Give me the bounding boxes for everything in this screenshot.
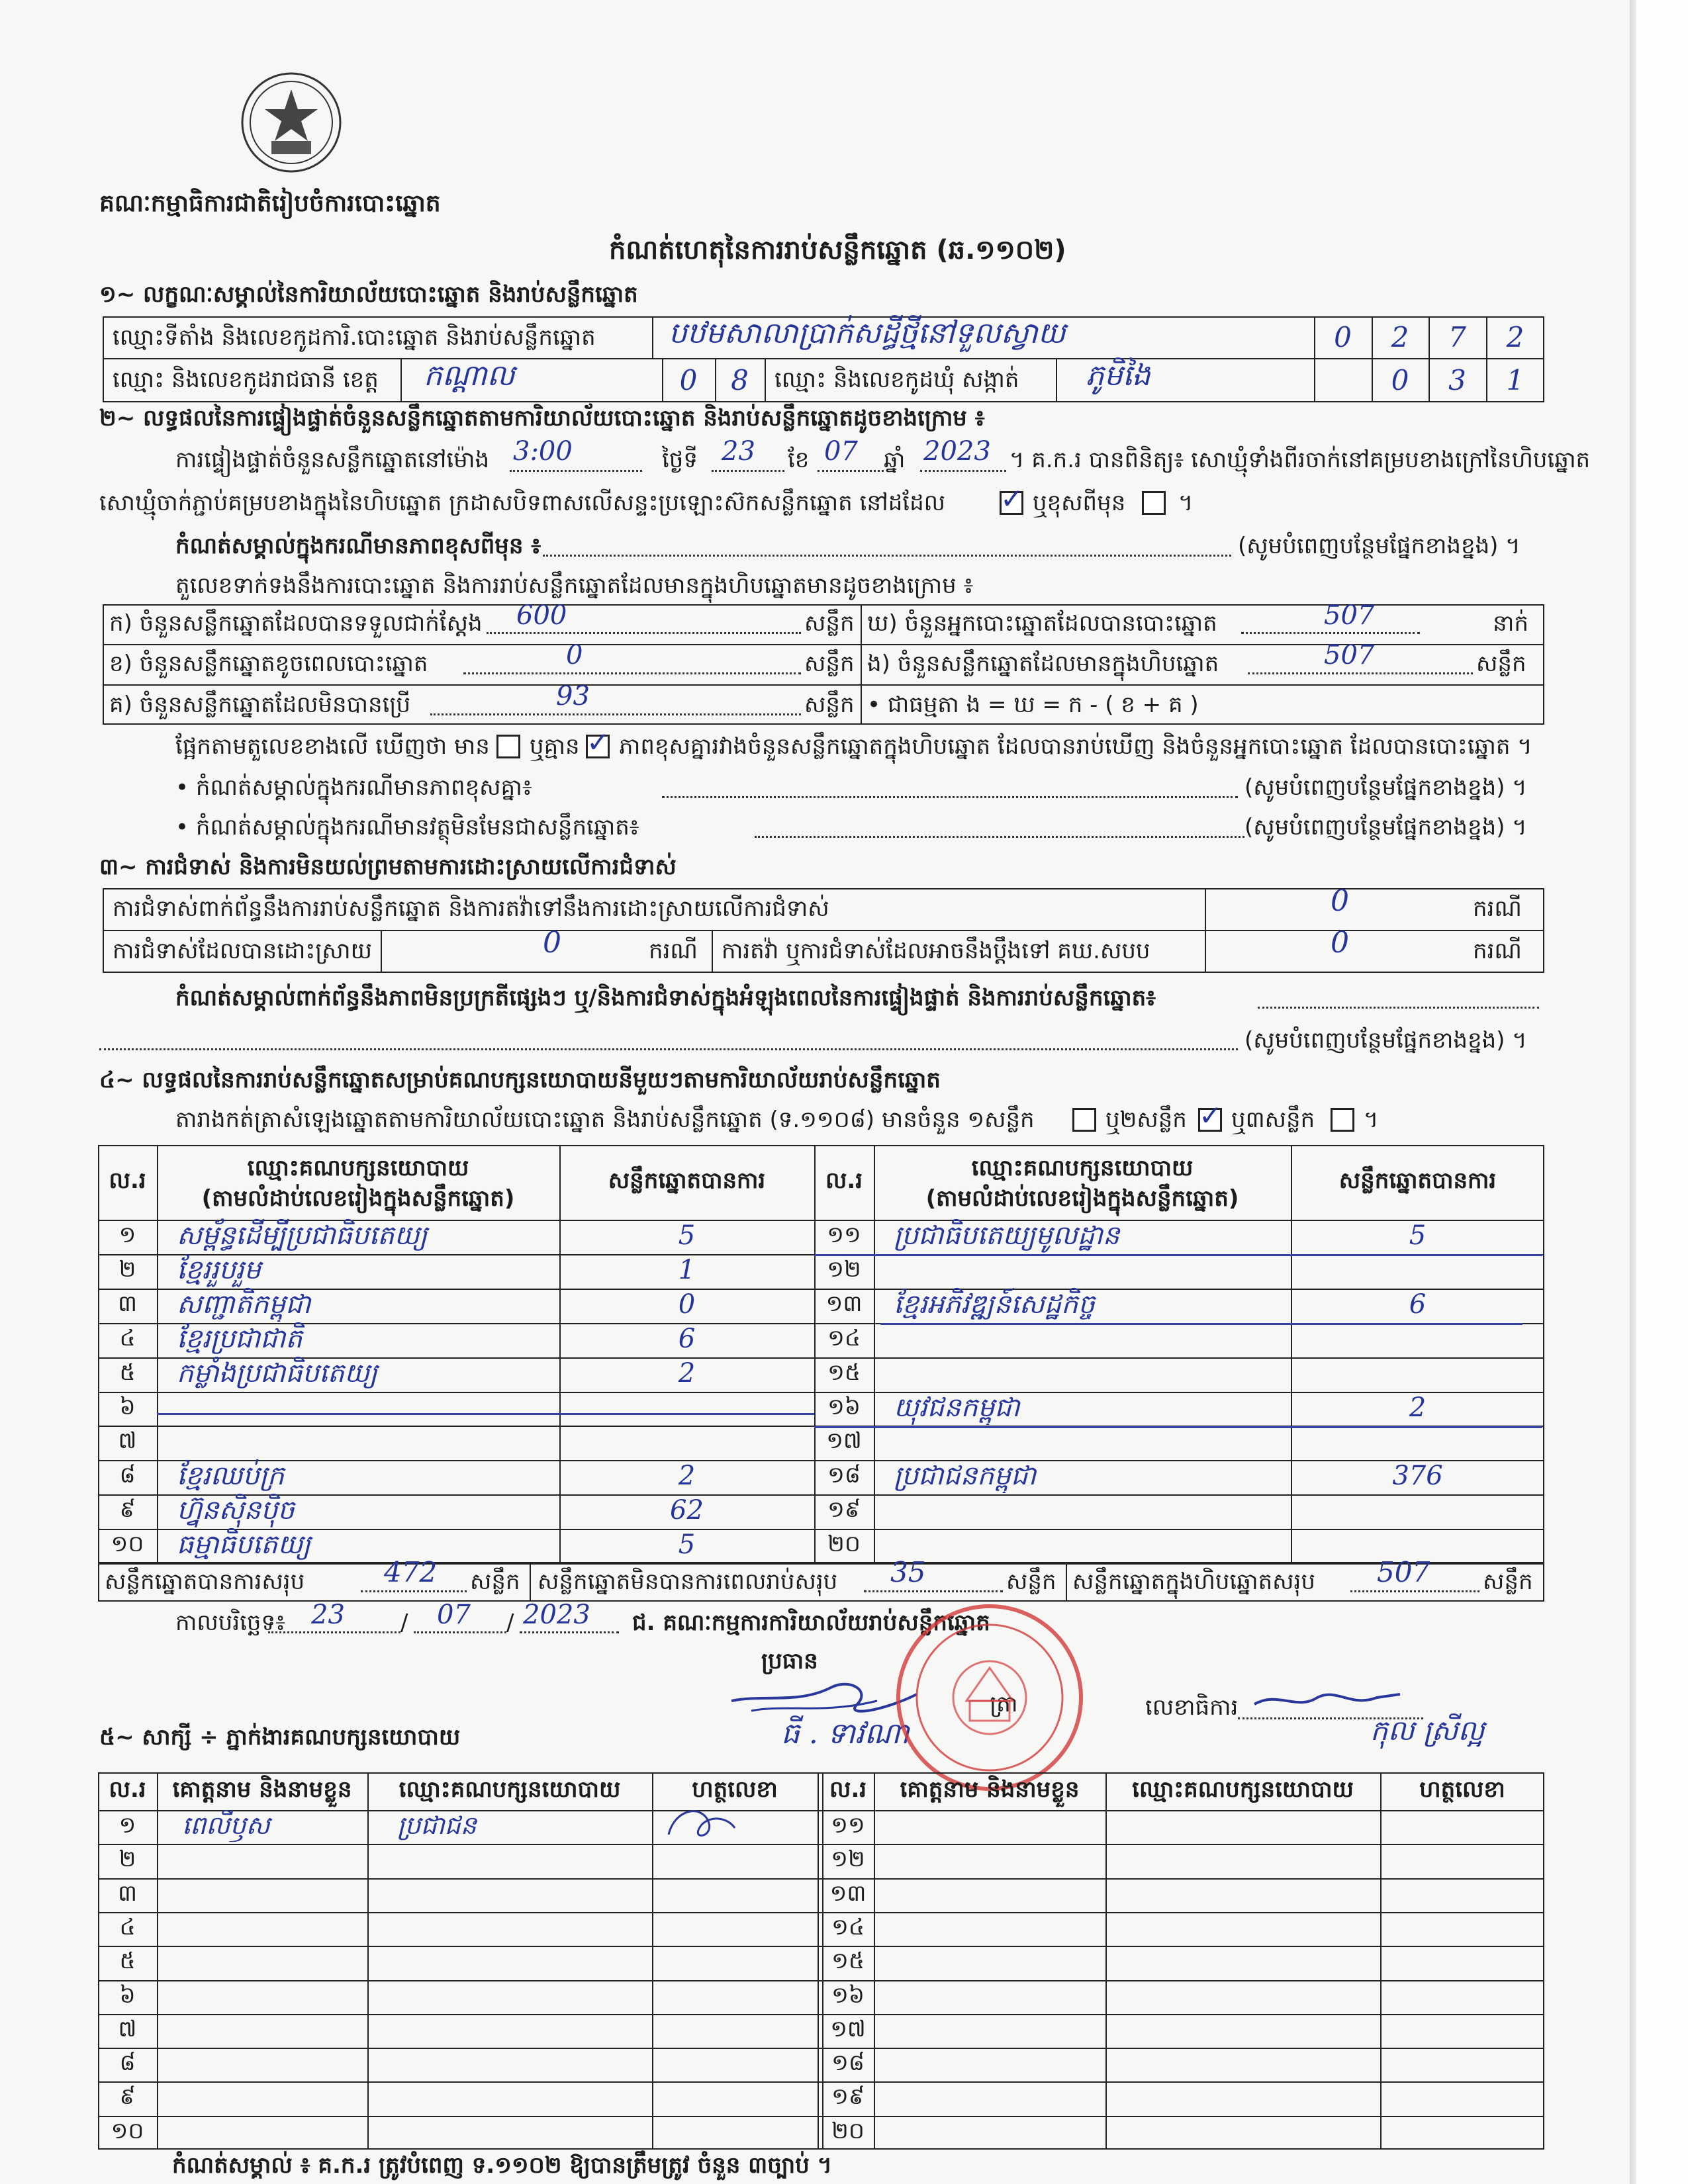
station-code-digit: 7 <box>1448 321 1466 353</box>
official-seal-icon <box>887 1602 1092 1794</box>
voters-label: ឃ) ចំនួនអ្នកបោះឆ្នោតដែលបានបោះឆ្នោត <box>867 610 1217 637</box>
handwritten-line <box>880 1323 1523 1325</box>
check-time: 3:00 <box>513 436 573 467</box>
check-month: 07 <box>824 436 858 467</box>
row-number: ១៩ <box>827 1496 861 1523</box>
table-row-divider <box>98 2116 1544 2117</box>
party-votes: 5 <box>678 1220 696 1251</box>
row-number: ៥ <box>119 1947 136 1974</box>
page-edge <box>1636 0 1688 2184</box>
col-no: ល.រ <box>109 1776 146 1803</box>
table-row-divider <box>98 2014 1544 2015</box>
row-number: ១៥ <box>827 1359 861 1386</box>
row-number: ១០ <box>111 2117 144 2144</box>
party-votes: 1 <box>678 1255 696 1285</box>
date-month: 07 <box>437 1600 471 1630</box>
col-party-line2: (តាមលំដាប់លេខរៀងក្នុងសន្លឹកឆ្នោត) <box>201 1185 515 1212</box>
seal-label: ត្រា <box>990 1691 1018 1717</box>
row-number: ១៤ <box>827 1325 861 1351</box>
row-number: ៦ <box>119 1394 136 1420</box>
col-sign: ហត្ថលេខា <box>1419 1776 1505 1803</box>
fill-hint: (សូមបំពេញបន្ថែមផ្នែកខាងខ្នង) ។ <box>1244 1027 1527 1054</box>
total-valid-value: 472 <box>384 1556 438 1588</box>
period-mark: ។ <box>1364 1107 1379 1133</box>
col-party <box>157 1153 559 1214</box>
party-name: យុវជនកម្ពុជា <box>894 1392 1020 1423</box>
party-votes: 5 <box>1409 1220 1427 1251</box>
object-note-label: • កំណត់សម្គាល់ក្នុងករណីមានវត្ថុមិនមែនជាសន្លឹកឆ្នោត៖ <box>175 814 639 841</box>
commune-name: ភូមិងៃ <box>1086 359 1150 392</box>
table-row-divider <box>98 1946 1544 1947</box>
changed-checkbox[interactable] <box>1142 491 1166 515</box>
difference-note-label: • កំណត់សម្គាល់ក្នុងករណីមានភាពខុសគ្នា៖ <box>175 774 532 801</box>
spoiled-ballots-value: 0 <box>566 640 583 670</box>
committee-name: គណៈកម្មាធិការជាតិរៀបចំការបោះឆ្នោត <box>99 190 441 217</box>
change-note-label: កំណត់សម្គាល់ក្នុងករណីមានភាពខុសពីមុន ៖ <box>175 533 541 559</box>
party-votes <box>1291 1253 1544 1287</box>
unit: ករណី <box>649 938 698 964</box>
unit: សន្លឹក <box>804 651 855 677</box>
party-name: ហ្វ៊ុនស៊ិនប៉ិច <box>177 1495 295 1525</box>
signer-title: ជ. គណៈកម្មការការិយាល័យរាប់សន្លឹកឆ្នោត <box>632 1610 990 1636</box>
seal-statement: សោឃ្មុំចាក់ភ្ជាប់គម្របខាងក្នុងនៃហិបឆ្នោត ក្រដាសបិទពាសលើសន្ទះប្រឡោះស៊កសន្លឹកឆ្នោត នៅដដែល <box>99 490 946 516</box>
party-name: ធម្មាធិបតេយ្យ <box>177 1529 311 1560</box>
check-year-label: ឆ្នាំ <box>884 447 906 473</box>
witness-party: ប្រជាជន <box>397 1811 477 1840</box>
party-votes <box>559 1424 814 1459</box>
row-number: ១៤ <box>831 1913 865 1940</box>
party-votes: 2 <box>1409 1392 1427 1423</box>
nec-emblem-icon <box>232 69 351 175</box>
row-number: ១២ <box>831 1845 865 1872</box>
party-name: ប្រជាធិបតេយ្យមូលដ្ឋាន <box>894 1220 1120 1251</box>
table-row-divider <box>98 2081 1544 2083</box>
resolved-label: ការជំទាស់ដែលបានដោះស្រាយ <box>113 938 372 964</box>
row-number: ១០ <box>111 1531 144 1557</box>
party-name: ខ្មែរប្រជាជាតិ <box>177 1324 303 1354</box>
party-name <box>177 1390 553 1425</box>
table-row-divider <box>98 1844 1544 1845</box>
total-invalid-value: 35 <box>890 1556 926 1588</box>
row-number: ២០ <box>831 2117 865 2144</box>
witness-name: ពេលីឫស <box>182 1811 270 1840</box>
unused-ballots-label: គ) ចំនួនសន្លឹកឆ្នោតដែលមិនបានប្រើ <box>109 692 411 718</box>
complaints-label: ការជំទាស់ពាក់ព័ន្ធនឹងការរាប់សន្លឹកឆ្នោត និងការតវ៉ាទៅនឹងការដោះស្រាយលើការជំទាស់ <box>113 895 829 922</box>
row-number: ៥ <box>119 1359 136 1386</box>
station-code-digit: 0 <box>1334 321 1352 353</box>
secretary-name: កុល ស្រីល្អ <box>1370 1714 1485 1747</box>
check-day-label: ថ្ងៃទី <box>662 447 698 473</box>
party-votes <box>1291 1356 1544 1390</box>
secretary-label: លេខាធិការ <box>1145 1694 1239 1721</box>
party-name: សម្ព័ន្ធដើម្បីប្រជាធិបតេយ្យ <box>177 1220 428 1251</box>
commune-label: ឈ្មោះ និងលេខកូដឃុំ សង្កាត់ <box>774 367 1019 393</box>
ballots-in-box-value: 507 <box>1324 640 1375 670</box>
province-code-digit: 0 <box>679 364 698 396</box>
spoiled-ballots-label: ខ) ចំនួនសន្លឹកឆ្នោតខូចពេលបោះឆ្នោត <box>109 651 428 677</box>
has-difference-checkbox[interactable] <box>496 735 520 758</box>
total-box-label: សន្លឹកឆ្នោតក្នុងហិបឆ្នោតសរុប <box>1072 1569 1315 1595</box>
check-time-label: ការផ្ទៀងផ្ទាត់ចំនួនសន្លឹកឆ្នោតនៅម៉ោង <box>175 447 490 473</box>
row-number: ៨ <box>119 2049 136 2076</box>
row-number: ៩ <box>119 1496 136 1523</box>
col-votes: សន្លឹកឆ្នោតបានការ <box>608 1167 766 1194</box>
party-votes <box>1291 1493 1544 1527</box>
row-number: ១៣ <box>829 1880 867 1907</box>
party-name <box>894 1356 1284 1390</box>
row-number: ២ <box>118 1845 136 1872</box>
numbers-intro: តួលេខទាក់ទងនឹងការបោះឆ្នោត និងការរាប់សន្លឹកឆ្នោតដែលមានក្នុងហិបឆ្នោតមានដូចខាងក្រោម ៖ <box>175 572 974 599</box>
footer-note: កំណត់សម្គាល់ ៖ គ.ក.រ ត្រូវបំពេញ ទ.១១០២ ឱ្យបានត្រឹមត្រូវ ចំនួន ៣ច្បាប់ ។ <box>172 2152 833 2179</box>
handwritten-line <box>814 1254 1542 1256</box>
row-number: ១៧ <box>830 2015 866 2042</box>
party-votes <box>1291 1424 1544 1459</box>
party-votes: 376 <box>1392 1461 1443 1491</box>
fill-hint: (សូមបំពេញបន្ថែមផ្នែកខាងខ្នង) ។ <box>1244 814 1527 841</box>
col-party: ឈ្មោះគណបក្សនយោបាយ <box>1132 1776 1354 1803</box>
row-number: ១ <box>118 1811 136 1839</box>
handwritten-line <box>814 1426 1542 1428</box>
party-name <box>894 1527 1284 1562</box>
row-number: ១១ <box>831 1811 865 1839</box>
complaints-value: 0 <box>1331 884 1349 918</box>
col-sign: ហត្ថលេខា <box>692 1776 778 1803</box>
col-no: ល.រ <box>825 1167 863 1194</box>
three-sheets-label: ឬ៣សន្លឹក <box>1231 1107 1315 1133</box>
row-number: ៧ <box>118 2015 137 2042</box>
party-votes: 2 <box>678 1461 696 1491</box>
page-title: កំណត់ហេតុនៃការរាប់សន្លឹកឆ្នោត (ឆ.១១០២) <box>609 235 1066 265</box>
row-number: ១៨ <box>827 1462 861 1488</box>
received-ballots-label: ក) ចំនួនសន្លឹកឆ្នោតដែលបានទទួលជាក់ស្ដែង <box>109 610 483 637</box>
unit: សន្លឹក <box>470 1569 520 1595</box>
party-name: ខ្មែររួបរួម <box>177 1255 261 1285</box>
commune-code-digit: 0 <box>1391 364 1409 396</box>
station-name: បឋមសាលាប្រាក់សដ្ធីថ្មីនៅទួលស្វាយ <box>669 316 1066 350</box>
province-name: កណ្ដាល <box>424 359 515 392</box>
check-statement: ។ គ.ក.រ បានពិនិត្យ៖ សោឃ្មុំទាំងពីរចាក់នៅគម្របខាងក្រៅនៃហិបឆ្នោត <box>1009 447 1591 473</box>
total-invalid-label: សន្លឹកឆ្នោតមិនបានការពេលរាប់សរុប <box>538 1569 838 1595</box>
party-name: ខ្មែរអភិវឌ្ឍន៍សេដ្ឋកិច្ច <box>894 1289 1095 1320</box>
row-number: ១៨ <box>831 2049 865 2076</box>
station-code-digit: 2 <box>1506 321 1524 353</box>
handwritten-line <box>157 1413 814 1415</box>
check-month-label: ខែ <box>788 447 810 473</box>
unit: សន្លឹក <box>1476 651 1526 677</box>
row-number: ៤ <box>119 1325 136 1351</box>
total-valid-label: សន្លឹកឆ្នោតបានការសរុប <box>105 1569 305 1595</box>
row-number: ១២ <box>827 1256 861 1283</box>
party-votes: 6 <box>678 1324 696 1354</box>
section2-heading: ២~ លទ្ធផលនៃការផ្ទៀងផ្ទាត់ចំនួនសន្លឹកឆ្នោតតាមការិយាល័យបោះឆ្នោត និងរាប់សន្លឹកឆ្នោតដូចខាងក្រោម ៖ <box>99 405 985 432</box>
witness-table <box>98 1772 1544 2150</box>
row-number: ១៦ <box>831 1981 865 2009</box>
party-votes: 2 <box>678 1358 696 1388</box>
col-party-line2: (តាមលំដាប់លេខរៀងក្នុងសន្លឹកឆ្នោត) <box>925 1185 1239 1212</box>
party-name <box>894 1253 1284 1287</box>
col-no: ល.រ <box>109 1167 146 1194</box>
row-number: ១៩ <box>831 2083 865 2110</box>
party-name <box>894 1424 1284 1459</box>
province-code-digit: 8 <box>731 364 749 396</box>
row-number: ៣ <box>117 1880 138 1907</box>
commune-code-digit: 3 <box>1448 364 1466 396</box>
period-mark: ។ <box>1178 490 1194 516</box>
col-votes: សន្លឹកឆ្នោតបានការ <box>1338 1167 1497 1194</box>
row-number: ១៧ <box>826 1428 862 1454</box>
chair-name: ធី . ទាវណា <box>781 1717 910 1751</box>
witness-signature-icon <box>662 1801 741 1848</box>
unit: សន្លឹក <box>1006 1569 1056 1595</box>
province-label: ឈ្មោះ និងលេខកូដរាជធានី ខេត្ត <box>113 367 379 393</box>
two-sheets-label: ឬ២សន្លឹក <box>1105 1107 1187 1133</box>
row-number: ១៣ <box>825 1291 863 1317</box>
irregularity-note-label: កំណត់សម្គាល់ពាក់ព័ន្ធនឹងភាពមិនប្រក្រតីផ្សេងៗ ឬ/និងការជំទាស់ក្នុងអំឡុងពេលនៃការផ្ទៀងផ្ទាត់ និងការរាប់សន្លឹកឆ្នោត៖ <box>175 985 1156 1011</box>
secretary-signature-icon <box>1251 1684 1403 1717</box>
row-number: ២ <box>118 1256 136 1283</box>
total-box-value: 507 <box>1377 1556 1430 1588</box>
unused-ballots-value: 93 <box>556 681 590 711</box>
appeal-value: 0 <box>1331 926 1349 960</box>
date-year: 2023 <box>523 1600 590 1630</box>
section1-heading: ១~ លក្ខណៈសម្គាល់នៃការិយាល័យបោះឆ្នោត និងរាប់សន្លឹកឆ្នោត <box>99 281 638 308</box>
resolved-value: 0 <box>543 926 561 960</box>
row-number: ៤ <box>119 1913 136 1940</box>
changed-label: ឬខុសពីមុន <box>1033 490 1126 516</box>
date-sep: / <box>506 1610 514 1636</box>
table-row-divider <box>98 1980 1544 1981</box>
row-number: ១៥ <box>831 1947 865 1974</box>
unit: នាក់ <box>1493 610 1528 637</box>
voters-value: 507 <box>1324 600 1375 631</box>
appeal-label: ការតវ៉ា ឬការជំទាស់ដែលអាចនឹងប្ដឹងទៅ គឃ.សបប <box>722 938 1150 964</box>
col-party-line1: ឈ្មោះគណបក្សនយោបាយ <box>247 1155 469 1181</box>
table-row-divider <box>98 1878 1544 1880</box>
unit: សន្លឹក <box>804 610 855 637</box>
row-number: ៨ <box>119 1462 136 1488</box>
no-difference-label: ឬគ្មាន <box>530 733 580 760</box>
station-code-digit: 2 <box>1391 321 1409 353</box>
unit: សន្លឹក <box>1483 1569 1533 1595</box>
col-name: គោត្តនាម និងនាមខ្លួន <box>900 1776 1080 1803</box>
no-difference-checkbox[interactable]: ✓ <box>586 726 610 758</box>
section4-heading: ៤~ លទ្ធផលនៃការរាប់សន្លឹកឆ្នោតសម្រាប់គណបក្សនយោបាយនីមួយៗតាមការិយាល័យរាប់សន្លឹកឆ្នោត <box>99 1067 941 1093</box>
party-votes: 5 <box>678 1529 696 1560</box>
date-sep: / <box>400 1610 408 1636</box>
received-ballots-value: 600 <box>516 600 567 631</box>
section5-heading: ៥~ សាក្សី ÷ ភ្នាក់ងារគណបក្សនយោបាយ <box>99 1724 461 1751</box>
check-year: 2023 <box>923 436 991 467</box>
fill-hint: (សូមបំពេញបន្ថែមផ្នែកខាងខ្នង) ។ <box>1238 533 1521 559</box>
compare-label: ផ្អែកតាមតួលេខខាងលើ ឃើញថា មាន <box>175 733 490 760</box>
party-name: ប្រជាជនកម្ពុជា <box>894 1461 1037 1491</box>
party-votes: 6 <box>1409 1289 1427 1320</box>
party-votes <box>559 1390 814 1425</box>
two-sheets-checkbox[interactable]: ✓ <box>1199 1099 1223 1132</box>
compare-statement: ភាពខុសគ្នារវាងចំនួនសន្លឹកឆ្នោតក្នុងហិបឆ្នោត ដែលបានរាប់ឃើញ និងចំនួនអ្នកបោះឆ្នោត ដែលបានបោះឆ្នោត ។ <box>619 733 1532 760</box>
fill-hint: (សូមបំពេញបន្ថែមផ្នែកខាងខ្នង) ។ <box>1244 774 1527 801</box>
station-label: ឈ្មោះទីតាំង និងលេខកូដការិ.បោះឆ្នោត និងរាប់សន្លឹកឆ្នោត <box>113 324 596 351</box>
row-number: ១៦ <box>827 1394 861 1420</box>
section3-heading: ៣~ ការជំទាស់ និងការមិនយល់ព្រមតាមការដោះស្រាយលើការជំទាស់ <box>99 854 677 880</box>
col-party <box>874 1153 1291 1214</box>
unit: សន្លឹក <box>804 692 855 718</box>
table-row-divider <box>98 1912 1544 1913</box>
row-number: ១១ <box>827 1222 861 1248</box>
chair-label: ប្រធាន <box>761 1648 818 1674</box>
party-name <box>894 1493 1284 1527</box>
check-day: 23 <box>722 436 755 467</box>
unchanged-checkbox[interactable]: ✓ <box>1000 482 1024 515</box>
one-sheet-checkbox[interactable] <box>1072 1108 1096 1132</box>
date-day: 23 <box>311 1600 345 1630</box>
row-number: ៩ <box>119 2083 136 2110</box>
three-sheets-checkbox[interactable] <box>1331 1108 1354 1132</box>
col-name: គោត្តនាម និងនាមខ្លួន <box>172 1776 352 1803</box>
row-number: ២០ <box>827 1531 861 1557</box>
party-name: កម្លាំងប្រជាធិបតេយ្យ <box>177 1358 378 1388</box>
ballots-in-box-label: ង) ចំនួនសន្លឹកឆ្នោតដែលមានក្នុងហិបឆ្នោត <box>867 651 1219 677</box>
date-label: កាលបរិច្ឆេទ៖ <box>175 1610 286 1636</box>
formula: • ជាធម្មតា ង = ឃ = ក - ( ខ + គ ) <box>867 692 1199 718</box>
party-name: ខ្មែរឈប់ក្រ <box>177 1461 285 1491</box>
party-votes <box>1291 1322 1544 1356</box>
party-name <box>894 1322 1284 1356</box>
row-number: ៦ <box>119 1981 136 2009</box>
sheets-label: តារាងកត់ត្រាសំឡេងឆ្នោតតាមការិយាល័យបោះឆ្នោត និងរាប់សន្លឹកឆ្នោត (ទ.១១០៨) មានចំនួន ១សន្លឹក <box>175 1107 1035 1133</box>
col-party-line1: ឈ្មោះគណបក្សនយោបាយ <box>971 1155 1194 1181</box>
table-row-divider <box>98 2048 1544 2049</box>
row-number: ៧ <box>118 1428 137 1454</box>
unit: ករណី <box>1473 938 1522 964</box>
col-party: ឈ្មោះគណបក្សនយោបាយ <box>399 1776 621 1803</box>
party-name <box>177 1424 553 1459</box>
col-no: ល.រ <box>829 1776 867 1803</box>
party-name: សញ្ជាតិកម្ពុជា <box>177 1289 311 1320</box>
unit: ករណី <box>1473 895 1522 922</box>
row-number: ១ <box>118 1222 136 1248</box>
party-votes: 0 <box>678 1289 696 1320</box>
commune-code-digit: 1 <box>1506 364 1524 396</box>
party-votes: 62 <box>670 1495 704 1525</box>
row-number: ៣ <box>117 1291 138 1317</box>
